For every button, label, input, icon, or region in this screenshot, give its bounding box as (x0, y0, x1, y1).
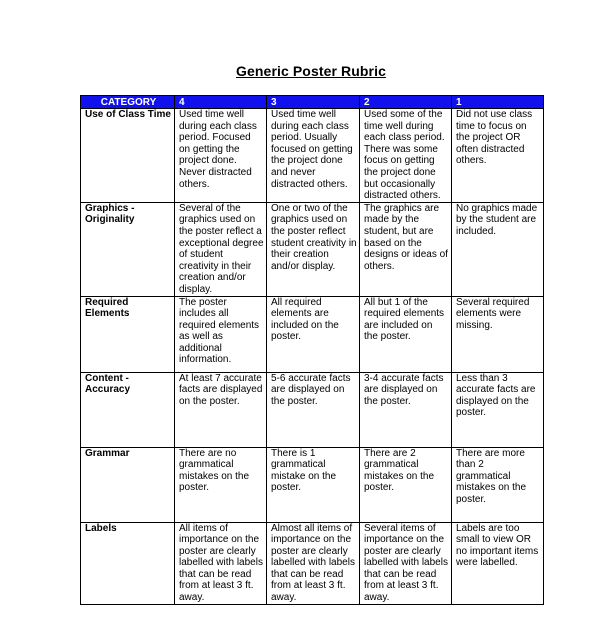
table-row (81, 202, 544, 296)
table-row (81, 522, 544, 604)
header-level-4: 4 (175, 96, 267, 109)
descriptor-cell: The graphics are made by the student, but are based on the designs or ideas of others. (360, 202, 452, 296)
table-row (81, 372, 544, 447)
descriptor-cell: No graphics made by the student are included. (452, 202, 544, 296)
descriptor-cell: Labels are too small to view OR no important items were labelled. (452, 522, 544, 604)
table-row (81, 296, 544, 372)
descriptor-cell: 5-6 accurate facts are displayed on the poster. (267, 372, 360, 447)
header-level-3: 3 (267, 96, 360, 109)
descriptor-cell: Almost all items of importance on the poster are clearly labelled with labels that can be read from at least 3 ft. away. (267, 522, 360, 604)
descriptor-cell: Used time well during each class period. Focused on getting the project done. Never distracted others. (175, 109, 267, 203)
descriptor-cell: At least 7 accurate facts are displayed on the poster. (175, 372, 267, 447)
criterion-cell: Required Elements (81, 296, 175, 372)
rubric-table (80, 95, 544, 605)
descriptor-cell: Used time well during each class period. Usually focused on getting the project done and never distracted others. (267, 109, 360, 203)
descriptor-cell: Several of the graphics used on the poster reflect a exceptional degree of student creativity in their creation and/or display. (175, 202, 267, 296)
descriptor-cell: There are 2 grammatical mistakes on the poster. (360, 447, 452, 522)
descriptor-cell: Several items of importance on the poster are clearly labelled with labels that can be read from at least 3 ft. away. (360, 522, 452, 604)
descriptor-cell: All items of importance on the poster are clearly labelled with labels that can be read from at least 3 ft. away. (175, 522, 267, 604)
descriptor-cell: Less than 3 accurate facts are displayed on the poster. (452, 372, 544, 447)
descriptor-cell: 3-4 accurate facts are displayed on the poster. (360, 372, 452, 447)
criterion-cell: Graphics - Originality (81, 202, 175, 296)
criterion-cell: Labels (81, 522, 175, 604)
descriptor-cell: Several required elements were missing. (452, 296, 544, 372)
descriptor-cell: All required elements are included on the poster. (267, 296, 360, 372)
criterion-cell: Grammar (81, 447, 175, 522)
table-row (81, 109, 544, 203)
descriptor-cell: There is 1 grammatical mistake on the poster. (267, 447, 360, 522)
descriptor-cell: One or two of the graphics used on the poster reflect student creativity in their creation and/or display. (267, 202, 360, 296)
criterion-cell: Content - Accuracy (81, 372, 175, 447)
descriptor-cell: Used some of the time well during each class period. There was some focus on getting the project done but occasionally distracted others. (360, 109, 452, 203)
header-level-2: 2 (360, 96, 452, 109)
criterion-cell: Use of Class Time (81, 109, 175, 203)
header-level-1: 1 (452, 96, 544, 109)
page-title: Generic Poster Rubric (236, 63, 386, 79)
descriptor-cell: There are no grammatical mistakes on the poster. (175, 447, 267, 522)
descriptor-cell: Did not use class time to focus on the project OR often distracted others. (452, 109, 544, 203)
table-row (81, 447, 544, 522)
descriptor-cell: There are more than 2 grammatical mistakes on the poster. (452, 447, 544, 522)
header-category: CATEGORY (81, 96, 175, 109)
descriptor-cell: All but 1 of the required elements are included on the poster. (360, 296, 452, 372)
header-row (81, 96, 544, 109)
descriptor-cell: The poster includes all required elements as well as additional information. (175, 296, 267, 372)
